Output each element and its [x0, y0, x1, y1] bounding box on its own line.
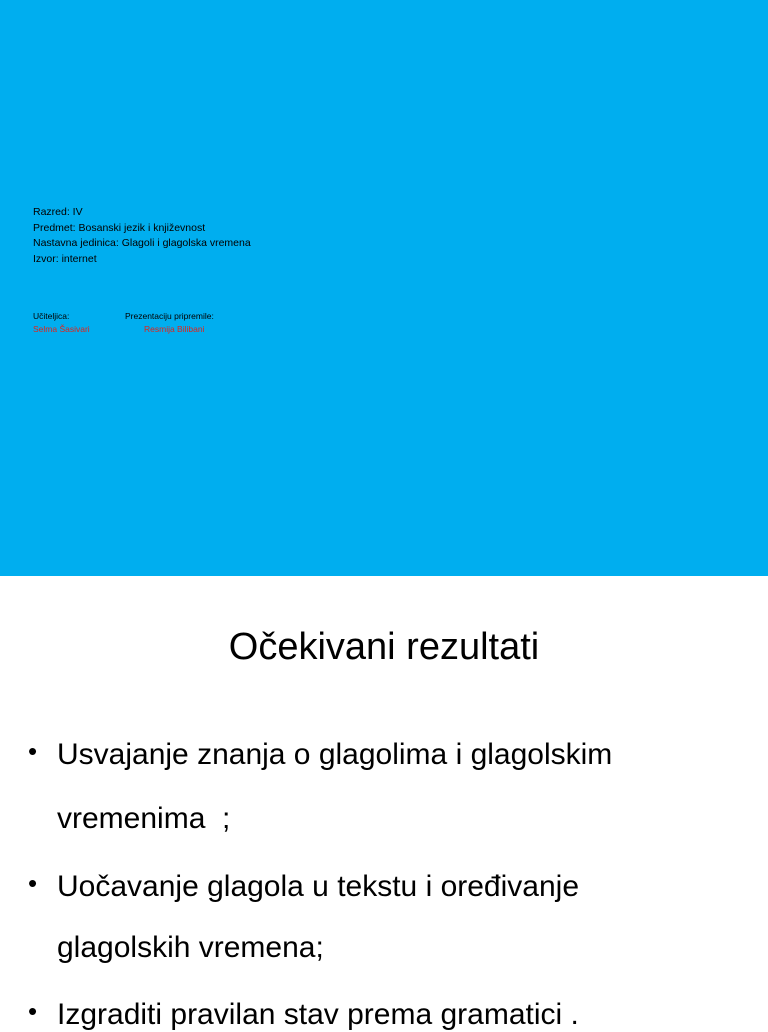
info-line-subject: Predmet: Bosanski jezik i književnost [33, 221, 206, 234]
bullet-3-line-1: Izgraditi pravilan stav prema gramatici . [57, 998, 579, 1031]
slide-expected-results [0, 576, 768, 1031]
bullet-2-line-1: Uočavanje glagola u tekstu i oređivanje [57, 870, 579, 903]
teacher-name: Selma Šasivari [33, 324, 90, 334]
slide-info-block [33, 205, 251, 267]
info-line-lesson: Nastavna jedinica: Glagoli i glagolska vremena [33, 237, 251, 249]
info-line-source: Izvor: internet [33, 252, 97, 265]
bullet-1-line-2: vremenima ; [57, 802, 231, 835]
prepared-by-label: Prezentaciju pripremile: [125, 311, 214, 321]
bullet-list [0, 576, 768, 1031]
info-line-grade: Razred: IV [33, 206, 83, 218]
bullet-glyph: • [28, 736, 38, 766]
bullet-glyph: • [28, 868, 38, 898]
bullet-2-line-2: glagolskih vremena; [57, 931, 324, 964]
prepared-by-name: Resmija Bilibani [144, 324, 205, 334]
bullet-glyph: • [28, 996, 38, 1026]
bullet-1-line-1: Usvajanje znanja o glagolima i glagolskim [57, 738, 613, 771]
teacher-label: Učiteljica: [33, 311, 70, 321]
slide-title: Očekivani rezultati [228, 626, 540, 668]
